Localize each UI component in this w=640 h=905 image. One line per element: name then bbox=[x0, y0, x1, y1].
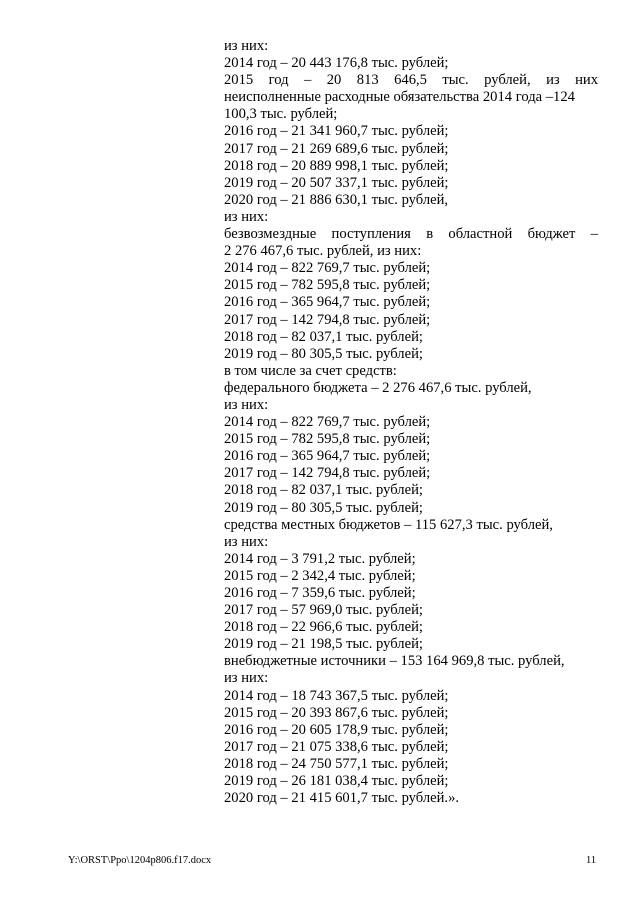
text-line: 2018 год – 22 966,6 тыс. рублей; bbox=[224, 619, 423, 636]
text-line: 2019 год – 80 305,5 тыс. рублей; bbox=[224, 499, 423, 516]
text-line: 2016 год – 20 605 178,9 тыс. рублей; bbox=[224, 721, 449, 738]
text-line: 2014 год – 822 769,7 тыс. рублей; bbox=[224, 260, 431, 277]
text-line: из них: bbox=[224, 38, 269, 54]
text-word: год bbox=[268, 72, 289, 89]
text-line: 2 276 467,6 тыс. рублей, из них: bbox=[224, 243, 422, 260]
text-line: 2020 год – 21 886 630,1 тыс. рублей, bbox=[224, 191, 449, 208]
text-line bbox=[224, 226, 598, 243]
footer-file-path: Y:\ORST\Ppo\1204p806.f17.docx bbox=[68, 855, 212, 866]
text-word: 20 bbox=[326, 72, 342, 89]
text-line: 2020 год – 21 415 601,7 тыс. рублей.». bbox=[224, 790, 460, 807]
text-word: областной bbox=[448, 226, 513, 243]
text-line: 2018 год – 82 037,1 тыс. рублей; bbox=[224, 482, 423, 499]
text-word: рублей, bbox=[484, 72, 531, 89]
text-line: из них: bbox=[224, 670, 269, 687]
text-line: 2019 год – 20 507 337,1 тыс. рублей; bbox=[224, 174, 449, 191]
text-word: безвозмездные bbox=[224, 226, 317, 243]
text-word: 646,5 bbox=[394, 72, 427, 89]
text-line: 2016 год – 365 964,7 тыс. рублей; bbox=[224, 448, 431, 465]
text-line: 2015 год – 20 393 867,6 тыс. рублей; bbox=[224, 704, 449, 721]
text-line: из них: bbox=[224, 396, 269, 413]
text-word: 2015 bbox=[224, 72, 254, 89]
text-line: 2014 год – 3 791,2 тыс. рублей; bbox=[224, 550, 416, 567]
text-line: 2014 год – 20 443 176,8 тыс. рублей; bbox=[224, 55, 449, 72]
text-line: федерального бюджета – 2 276 467,6 тыс. рублей, bbox=[224, 379, 532, 396]
text-word: поступления bbox=[331, 226, 411, 243]
text-line: 2018 год – 24 750 577,1 тыс. рублей; bbox=[224, 755, 449, 772]
text-line: 2018 год – 20 889 998,1 тыс. рублей; bbox=[224, 157, 449, 174]
text-word: из bbox=[546, 72, 560, 89]
text-line: 2017 год – 57 969,0 тыс. рублей; bbox=[224, 602, 423, 619]
text-line: 100,3 тыс. рублей; bbox=[224, 106, 338, 123]
text-line: 2017 год – 21 075 338,6 тыс. рублей; bbox=[224, 738, 449, 755]
text-line: 2016 год – 365 964,7 тыс. рублей; bbox=[224, 294, 431, 311]
text-word: – bbox=[590, 226, 598, 243]
text-line: средства местных бюджетов – 115 627,3 тыс. рублей, bbox=[224, 516, 553, 533]
text-line: 2017 год – 21 269 689,6 тыс. рублей; bbox=[224, 140, 449, 157]
text-line: из них: bbox=[224, 208, 269, 225]
text-word: них bbox=[575, 72, 598, 89]
text-word: 813 bbox=[356, 72, 379, 89]
text-word: в bbox=[426, 226, 434, 243]
text-line: 2016 год – 21 341 960,7 тыс. рублей; bbox=[224, 123, 449, 140]
footer-page-number: 11 bbox=[586, 855, 597, 866]
text-word: – bbox=[304, 72, 312, 89]
text-line: неисполненные расходные обязательства 2014 года –124 bbox=[224, 89, 575, 106]
document-body bbox=[224, 38, 598, 807]
text-line: 2016 год – 7 359,6 тыс. рублей; bbox=[224, 585, 416, 601]
text-word: тыс. bbox=[442, 72, 469, 89]
text-line: 2015 год – 782 595,8 тыс. рублей; bbox=[224, 431, 431, 448]
text-line: 2018 год – 82 037,1 тыс. рублей; bbox=[224, 328, 423, 345]
text-line: из них: bbox=[224, 533, 269, 550]
text-line: 2015 год – 782 595,8 тыс. рублей; bbox=[224, 277, 431, 294]
text-line: 2019 год – 26 181 038,4 тыс. рублей; bbox=[224, 773, 449, 790]
text-line: 2015 год – 2 342,4 тыс. рублей; bbox=[224, 567, 416, 584]
text-line: 2014 год – 822 769,7 тыс. рублей; bbox=[224, 414, 431, 431]
text-line bbox=[224, 72, 598, 89]
text-line: 2019 год – 21 198,5 тыс. рублей; bbox=[224, 636, 423, 653]
text-line: 2014 год – 18 743 367,5 тыс. рублей; bbox=[224, 687, 449, 704]
text-line: 2019 год – 80 305,5 тыс. рублей; bbox=[224, 345, 423, 362]
text-word: бюджет bbox=[527, 226, 576, 243]
text-line: 2017 год – 142 794,8 тыс. рублей; bbox=[224, 311, 431, 328]
text-line: 2017 год – 142 794,8 тыс. рублей; bbox=[224, 465, 431, 482]
text-line: внебюджетные источники – 153 164 969,8 тыс. рублей, bbox=[224, 653, 565, 670]
text-line: в том числе за счет средств: bbox=[224, 362, 397, 379]
